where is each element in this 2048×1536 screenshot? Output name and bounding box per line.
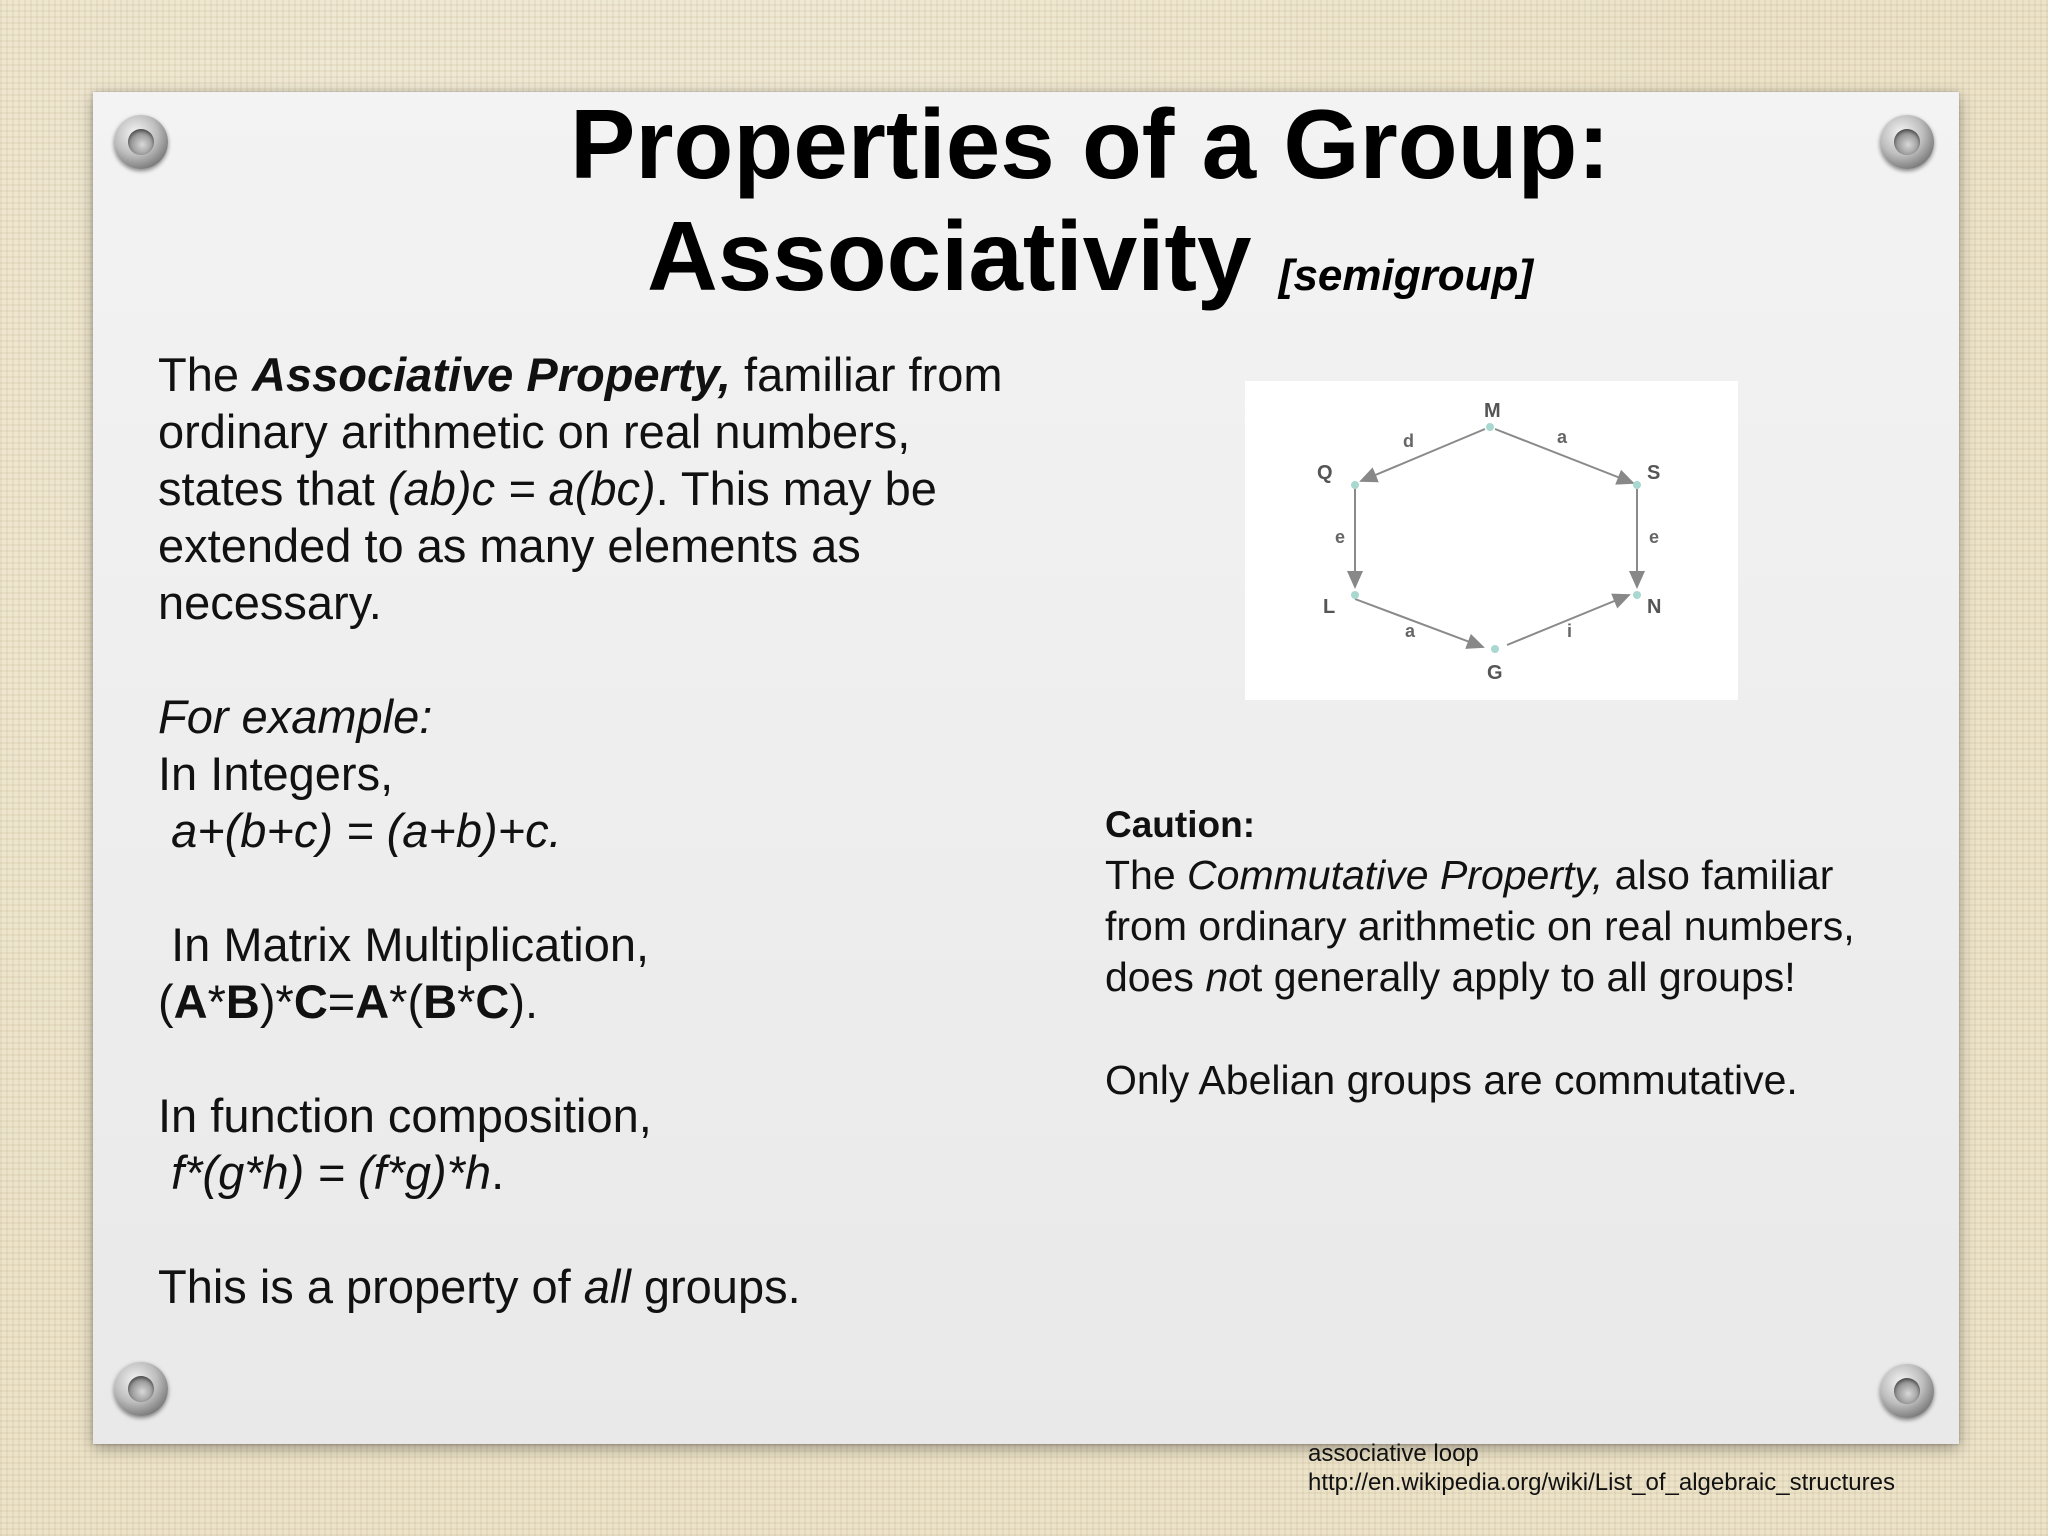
caution-box	[1105, 800, 1855, 1106]
closing-line	[158, 1258, 1003, 1315]
intro-line-1-post: familiar from	[730, 348, 1003, 401]
closing-emphasis: all	[583, 1260, 631, 1313]
credit-caption: associative loop	[1308, 1440, 1479, 1467]
hexagon-diagram	[1245, 381, 1738, 700]
node-label-n: N	[1647, 596, 1662, 618]
matrix-formula	[158, 973, 1003, 1030]
edge-label-ql: e	[1335, 527, 1346, 547]
integers-label: In Integers,	[158, 747, 394, 800]
node-dot-n	[1633, 591, 1641, 599]
node-label-g: G	[1487, 662, 1503, 684]
caution-line-1-post: also familiar	[1603, 852, 1834, 898]
integers-formula: a+(b+c) = (a+b)+c.	[171, 804, 562, 857]
node-label-s: S	[1647, 462, 1661, 484]
matrix-b: B	[225, 975, 260, 1028]
node-label-q: Q	[1317, 462, 1333, 484]
matrix-c: C	[475, 975, 510, 1028]
node-dot-m	[1486, 423, 1494, 431]
matrix-op: *(	[389, 975, 424, 1028]
matrix-op: *	[207, 975, 226, 1028]
credit-url: http://en.wikipedia.org/wiki/List_of_algebraic_structures	[1308, 1469, 1895, 1496]
node-label-l: L	[1323, 596, 1336, 618]
matrix-op: *	[457, 975, 476, 1028]
rivet-top-left	[114, 115, 168, 169]
edge-m-q	[1361, 429, 1485, 481]
intro-line-3-post: . This may be	[655, 462, 937, 515]
intro-line-3-pre: states that	[158, 462, 388, 515]
edge-label-gn: i	[1567, 621, 1573, 641]
title-subtitle: [semigroup]	[1278, 251, 1534, 300]
rivet-bottom-right	[1880, 1364, 1934, 1418]
caution-line-1	[1105, 850, 1855, 901]
title-line-2	[390, 200, 1790, 332]
intro-pre: The	[158, 348, 253, 401]
closing-pre: This is a property of	[158, 1260, 584, 1313]
function-label: In function composition,	[158, 1089, 652, 1142]
associative-formula: (ab)c = a(bc)	[387, 462, 656, 515]
caution-line-3	[1105, 952, 1855, 1003]
intro-line-3	[158, 460, 1003, 517]
associative-loop-figure	[1245, 381, 1738, 700]
rivet-bottom-left	[114, 1362, 168, 1416]
edge-label-sn: e	[1649, 527, 1660, 547]
caution-line-2: from ordinary arithmetic on real numbers,	[1105, 903, 1855, 949]
closing-post: groups.	[630, 1260, 801, 1313]
edge-label-mq: d	[1403, 431, 1414, 451]
title-line-1: Properties of a Group:	[569, 89, 1610, 199]
left-column	[158, 346, 1003, 1315]
matrix-a: A	[355, 975, 390, 1028]
node-label-m: M	[1484, 400, 1501, 422]
slide-title	[390, 88, 1790, 332]
caution-line-4: Only Abelian groups are commutative.	[1105, 1057, 1798, 1103]
matrix-paren: (	[158, 975, 174, 1028]
node-dot-q	[1351, 481, 1359, 489]
integers-formula-line	[158, 802, 1003, 859]
matrix-label: In Matrix Multiplication,	[171, 918, 650, 971]
edge-label-ms: a	[1557, 427, 1568, 447]
caution-heading: Caution:	[1105, 804, 1256, 845]
matrix-op: )*	[259, 975, 294, 1028]
intro-line-1	[158, 346, 1003, 403]
function-end: .	[491, 1146, 505, 1199]
intro-line-5: necessary.	[158, 576, 382, 629]
intro-line-4: extended to as many elements as	[158, 519, 861, 572]
function-formula: f*(g*h) = (f*g)*h	[171, 1146, 492, 1199]
example-heading	[158, 688, 1003, 745]
matrix-equals: =	[327, 975, 356, 1028]
node-dot-s	[1633, 481, 1641, 489]
matrix-label-line	[158, 916, 1003, 973]
node-dot-l	[1351, 591, 1359, 599]
intro-line-2: ordinary arithmetic on real numbers,	[158, 405, 911, 458]
node-dot-g	[1491, 645, 1499, 653]
matrix-paren: ).	[509, 975, 539, 1028]
caution-line-3-pre: does	[1105, 954, 1206, 1000]
rivet-top-right	[1880, 115, 1934, 169]
caution-line-3-post: t generally apply to all groups!	[1250, 954, 1796, 1000]
function-formula-line	[158, 1144, 1003, 1201]
caution-line-1-pre: The	[1105, 852, 1188, 898]
image-credit	[1308, 1439, 1895, 1497]
commutative-term: Commutative Property,	[1187, 852, 1604, 898]
matrix-c: C	[293, 975, 328, 1028]
caution-emphasis: no	[1205, 954, 1251, 1000]
example-heading-text: For example:	[158, 690, 433, 743]
matrix-b: B	[423, 975, 458, 1028]
edge-label-lg: a	[1405, 621, 1416, 641]
edge-l-g	[1355, 599, 1483, 647]
associative-term: Associative Property,	[252, 348, 731, 401]
title-main-word: Associativity	[646, 201, 1252, 311]
matrix-a: A	[173, 975, 208, 1028]
